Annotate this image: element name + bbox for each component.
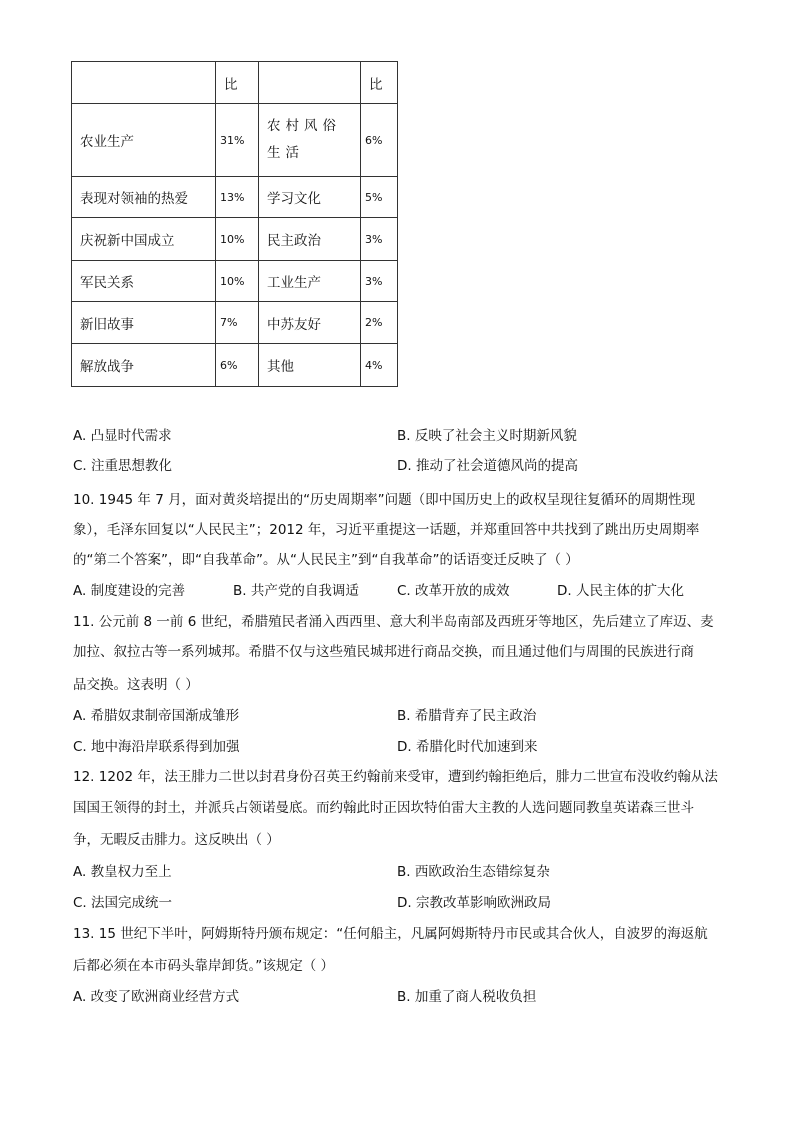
q12-stem-line: 12. 1202 年，法王腓力二世以封君身份召英王约翰前来受审，遭到约翰拒绝后，腓力二世宣布没收约翰从法 — [73, 769, 718, 785]
table-cell: 4% — [361, 344, 398, 387]
q12-stem-line: 国国王领得的封土，并派兵占领诺曼底。而约翰此时正因坎特伯雷大主教的人选问题同教皇英诺森三世斗 — [73, 800, 694, 816]
table-row — [72, 104, 398, 177]
q12-option-b[interactable]: B. 西欧政治生态错综复杂 — [397, 864, 550, 880]
table-cell: 10% — [216, 218, 259, 261]
q9-option-b[interactable]: B. 反映了社会主义时期新风貌 — [397, 428, 577, 444]
table-cell: 解放战争 — [72, 344, 216, 387]
q11-stem-line: 11. 公元前 8 一前 6 世纪，希腊殖民者涌入西西里、意大利半岛南部及西班牙等地区，先后建立了库迈、麦 — [73, 614, 714, 630]
q10-option-c[interactable]: C. 改革开放的成效 — [397, 583, 510, 599]
q9-option-d[interactable]: D. 推动了社会道德风尚的提高 — [397, 458, 578, 474]
table-cell: 2% — [361, 302, 398, 344]
statistics-table — [71, 61, 398, 387]
table-cell: 3% — [361, 261, 398, 302]
q10-option-b[interactable]: B. 共产党的自我调适 — [233, 583, 359, 599]
q11-option-b[interactable]: B. 希腊背弃了民主政治 — [397, 708, 537, 724]
q11-option-d[interactable]: D. 希腊化时代加速到来 — [397, 739, 538, 755]
table-cell: 31% — [216, 104, 259, 177]
table-cell: 表现对领袖的热爱 — [72, 177, 216, 218]
table-cell: 7% — [216, 302, 259, 344]
q13-option-a[interactable]: A. 改变了欧洲商业经营方式 — [73, 989, 240, 1005]
table-cell: 民主政治 — [259, 218, 361, 261]
q10-stem-line: 的“第二个答案”，即“自我革命”。从“人民民主”到“自我革命”的话语变迁反映了（ ） — [73, 552, 579, 568]
q11-option-c[interactable]: C. 地中海沿岸联系得到加强 — [73, 739, 240, 755]
table-cell: 学习文化 — [259, 177, 361, 218]
q11-stem-line: 品交换。这表明（ ） — [73, 677, 199, 693]
table-header-cell: 比 — [361, 62, 398, 104]
q10-option-a[interactable]: A. 制度建设的完善 — [73, 583, 186, 599]
table-cell: 其他 — [259, 344, 361, 387]
q10-stem-line: 象），毛泽东回复以“人民民主”；2012 年，习近平重提这一话题，并郑重回答中共找到了跳出历史周期率 — [73, 522, 700, 538]
q13-stem-line: 后都必须在本市码头靠岸卸货。”该规定（ ） — [73, 958, 335, 974]
table-row — [72, 302, 398, 344]
table-cell: 中苏友好 — [259, 302, 361, 344]
table-cell: 6% — [361, 104, 398, 177]
table-cell: 10% — [216, 261, 259, 302]
q9-option-a[interactable]: A. 凸显时代需求 — [73, 428, 172, 444]
table-cell: 工业生产 — [259, 261, 361, 302]
q11-option-a[interactable]: A. 希腊奴隶制帝国渐成雏形 — [73, 708, 240, 724]
table-header-cell — [259, 62, 361, 104]
table-header-cell — [72, 62, 216, 104]
table-header-cell: 比 — [216, 62, 259, 104]
table-row — [72, 218, 398, 261]
q11-stem-line: 加拉、叙拉古等一系列城邦。希腊不仅与这些殖民城邦进行商品交换，而且通过他们与周围的民族进行商 — [73, 644, 694, 660]
table-cell: 3% — [361, 218, 398, 261]
table-cell: 13% — [216, 177, 259, 218]
table-row — [72, 344, 398, 387]
table-header-row — [72, 62, 398, 104]
table-cell: 军民关系 — [72, 261, 216, 302]
table-cell: 农村风俗生活 — [259, 104, 361, 177]
q10-option-d[interactable]: D. 人民主体的扩大化 — [557, 583, 684, 599]
table-cell: 5% — [361, 177, 398, 218]
q9-option-c[interactable]: C. 注重思想教化 — [73, 458, 173, 474]
table-cell: 6% — [216, 344, 259, 387]
table-cell: 农业生产 — [72, 104, 216, 177]
table-row — [72, 261, 398, 302]
q12-option-c[interactable]: C. 法国完成统一 — [73, 895, 173, 911]
table-row — [72, 177, 398, 218]
q10-stem-line: 10. 1945 年 7 月，面对黄炎培提出的“历史周期率”问题（即中国历史上的政权呈现往复循环的周期性现 — [73, 492, 696, 508]
q13-stem-line: 13. 15 世纪下半叶，阿姆斯特丹颁布规定：“任何船主，凡属阿姆斯特丹市民或其合伙人，自波罗的海返航 — [73, 926, 708, 942]
q12-option-a[interactable]: A. 教皇权力至上 — [73, 864, 172, 880]
q12-option-d[interactable]: D. 宗教改革影响欧洲政局 — [397, 895, 551, 911]
table-cell: 新旧故事 — [72, 302, 216, 344]
q13-option-b[interactable]: B. 加重了商人税收负担 — [397, 989, 537, 1005]
table-cell: 庆祝新中国成立 — [72, 218, 216, 261]
q12-stem-line: 争，无暇反击腓力。这反映出（ ） — [73, 832, 280, 848]
